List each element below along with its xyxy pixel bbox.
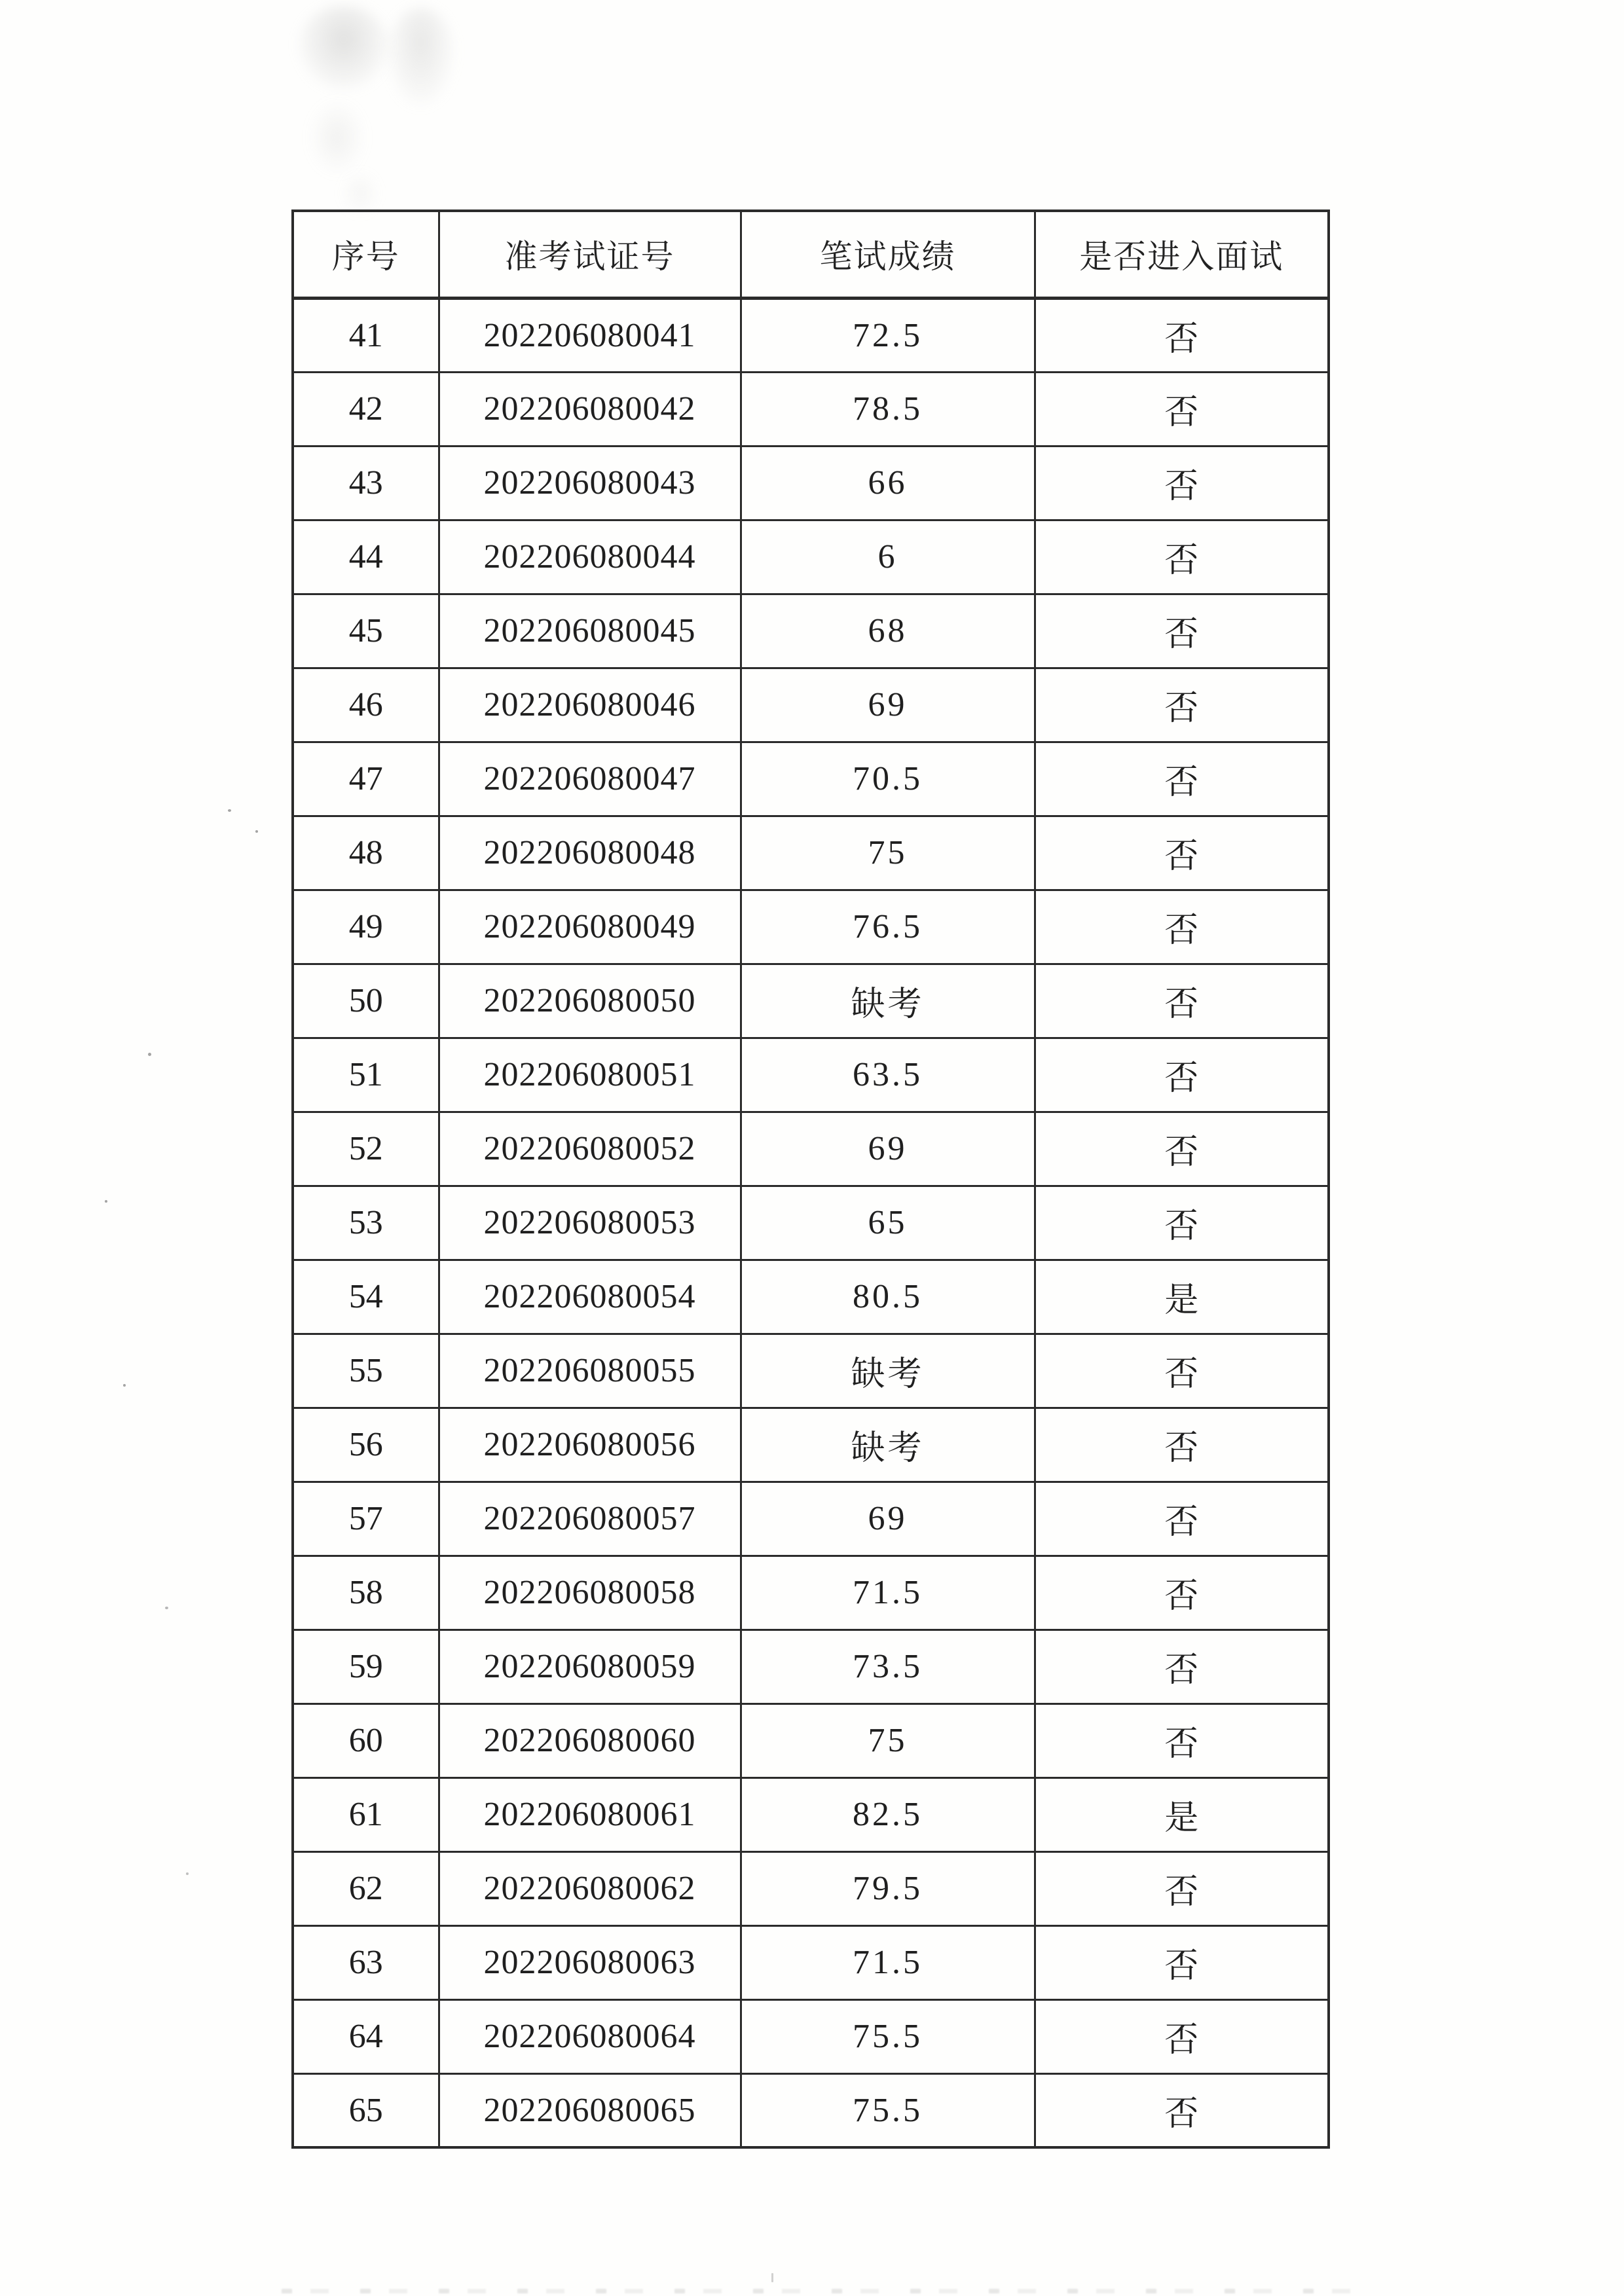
cell-ticket-number: 202206080051 — [439, 1038, 741, 1112]
cell-serial-number: 49 — [293, 890, 439, 964]
cell-serial-number: 54 — [293, 1260, 439, 1334]
cell-ticket-number: 202206080053 — [439, 1186, 741, 1260]
table-row — [293, 964, 1329, 1038]
column-header-written-score: 笔试成绩 — [741, 211, 1035, 298]
table-row — [293, 2073, 1329, 2147]
cell-written-score: 缺考 — [741, 964, 1035, 1038]
cell-ticket-number: 202206080058 — [439, 1556, 741, 1630]
exam-results-table — [291, 210, 1330, 2149]
cell-ticket-number: 202206080055 — [439, 1334, 741, 1408]
cell-serial-number: 58 — [293, 1556, 439, 1630]
table-row — [293, 1556, 1329, 1630]
table-row — [293, 1038, 1329, 1112]
cell-written-score: 缺考 — [741, 1334, 1035, 1408]
column-header-serial-number: 序号 — [293, 211, 439, 298]
cell-interview-flag: 否 — [1035, 1186, 1329, 1260]
cell-written-score: 75 — [741, 816, 1035, 890]
cell-interview-flag: 否 — [1035, 742, 1329, 816]
cell-serial-number: 65 — [293, 2073, 439, 2147]
cell-interview-flag: 否 — [1035, 1999, 1329, 2073]
table-row — [293, 668, 1329, 742]
table-row — [293, 1777, 1329, 1851]
scan-smudge — [298, 5, 390, 90]
table-row — [293, 1112, 1329, 1186]
table-row — [293, 1334, 1329, 1408]
cell-written-score: 72.5 — [741, 298, 1035, 372]
cell-serial-number: 52 — [293, 1112, 439, 1186]
cell-serial-number: 64 — [293, 1999, 439, 2073]
scan-speck — [165, 1607, 168, 1609]
cell-written-score: 71.5 — [741, 1925, 1035, 1999]
table-row — [293, 1482, 1329, 1556]
cell-interview-flag: 否 — [1035, 1925, 1329, 1999]
cell-interview-flag: 否 — [1035, 1334, 1329, 1408]
table-row — [293, 1186, 1329, 1260]
cell-interview-flag: 否 — [1035, 594, 1329, 668]
cell-ticket-number: 202206080065 — [439, 2073, 741, 2147]
cell-ticket-number: 202206080056 — [439, 1408, 741, 1482]
table-row — [293, 446, 1329, 520]
cell-ticket-number: 202206080044 — [439, 520, 741, 594]
cell-ticket-number: 202206080049 — [439, 890, 741, 964]
cell-serial-number: 44 — [293, 520, 439, 594]
column-header-interview-flag: 是否进入面试 — [1035, 211, 1329, 298]
cell-interview-flag: 否 — [1035, 446, 1329, 520]
cell-ticket-number: 202206080052 — [439, 1112, 741, 1186]
cell-written-score: 69 — [741, 668, 1035, 742]
cell-serial-number: 55 — [293, 1334, 439, 1408]
scan-speck — [255, 830, 258, 833]
cell-written-score: 76.5 — [741, 890, 1035, 964]
cell-interview-flag: 否 — [1035, 298, 1329, 372]
cell-serial-number: 41 — [293, 298, 439, 372]
cell-interview-flag: 否 — [1035, 2073, 1329, 2147]
cell-ticket-number: 202206080045 — [439, 594, 741, 668]
cell-interview-flag: 否 — [1035, 1556, 1329, 1630]
cell-written-score: 73.5 — [741, 1630, 1035, 1704]
scan-smudge — [308, 98, 367, 177]
cell-ticket-number: 202206080046 — [439, 668, 741, 742]
cell-written-score: 69 — [741, 1482, 1035, 1556]
cell-written-score: 70.5 — [741, 742, 1035, 816]
cell-written-score: 75 — [741, 1704, 1035, 1777]
cell-written-score: 78.5 — [741, 372, 1035, 446]
cell-written-score: 80.5 — [741, 1260, 1035, 1334]
table-row — [293, 1999, 1329, 2073]
cell-serial-number: 56 — [293, 1408, 439, 1482]
cell-serial-number: 53 — [293, 1186, 439, 1260]
table-row — [293, 1408, 1329, 1482]
table-row — [293, 1704, 1329, 1777]
cell-written-score: 75.5 — [741, 1999, 1035, 2073]
table-row — [293, 1260, 1329, 1334]
table-body — [293, 298, 1329, 2147]
cell-serial-number: 50 — [293, 964, 439, 1038]
cell-written-score: 69 — [741, 1112, 1035, 1186]
cell-ticket-number: 202206080057 — [439, 1482, 741, 1556]
scan-noise-band — [282, 2289, 1382, 2293]
cell-serial-number: 63 — [293, 1925, 439, 1999]
cell-ticket-number: 202206080043 — [439, 446, 741, 520]
scan-speck — [228, 809, 231, 812]
cell-serial-number: 43 — [293, 446, 439, 520]
cell-interview-flag: 否 — [1035, 1112, 1329, 1186]
cell-written-score: 66 — [741, 446, 1035, 520]
table-row — [293, 1630, 1329, 1704]
cell-ticket-number: 202206080063 — [439, 1925, 741, 1999]
table-row — [293, 890, 1329, 964]
header-row — [293, 211, 1329, 298]
cell-serial-number: 51 — [293, 1038, 439, 1112]
cell-ticket-number: 202206080054 — [439, 1260, 741, 1334]
cell-serial-number: 45 — [293, 594, 439, 668]
scan-speck — [105, 1200, 107, 1203]
cell-interview-flag: 是 — [1035, 1777, 1329, 1851]
cell-serial-number: 47 — [293, 742, 439, 816]
table-row — [293, 1851, 1329, 1925]
cell-written-score: 缺考 — [741, 1408, 1035, 1482]
cell-written-score: 63.5 — [741, 1038, 1035, 1112]
cell-written-score: 6 — [741, 520, 1035, 594]
table-row — [293, 594, 1329, 668]
cell-interview-flag: 否 — [1035, 964, 1329, 1038]
cell-interview-flag: 否 — [1035, 1704, 1329, 1777]
cell-interview-flag: 否 — [1035, 520, 1329, 594]
scan-speck — [771, 2273, 773, 2282]
scan-speck — [123, 1384, 126, 1387]
cell-interview-flag: 是 — [1035, 1260, 1329, 1334]
table-row — [293, 520, 1329, 594]
table-row — [293, 372, 1329, 446]
cell-interview-flag: 否 — [1035, 1038, 1329, 1112]
cell-ticket-number: 202206080060 — [439, 1704, 741, 1777]
cell-interview-flag: 否 — [1035, 890, 1329, 964]
cell-ticket-number: 202206080047 — [439, 742, 741, 816]
cell-ticket-number: 202206080050 — [439, 964, 741, 1038]
table-row — [293, 1925, 1329, 1999]
cell-interview-flag: 否 — [1035, 816, 1329, 890]
cell-written-score: 71.5 — [741, 1556, 1035, 1630]
cell-interview-flag: 否 — [1035, 372, 1329, 446]
table-header — [293, 211, 1329, 298]
table-row — [293, 742, 1329, 816]
cell-written-score: 82.5 — [741, 1777, 1035, 1851]
table-row — [293, 298, 1329, 372]
cell-serial-number: 46 — [293, 668, 439, 742]
cell-written-score: 79.5 — [741, 1851, 1035, 1925]
cell-serial-number: 42 — [293, 372, 439, 446]
cell-ticket-number: 202206080048 — [439, 816, 741, 890]
table-row — [293, 816, 1329, 890]
cell-interview-flag: 否 — [1035, 1630, 1329, 1704]
cell-serial-number: 62 — [293, 1851, 439, 1925]
cell-serial-number: 59 — [293, 1630, 439, 1704]
cell-ticket-number: 202206080064 — [439, 1999, 741, 2073]
cell-written-score: 75.5 — [741, 2073, 1035, 2147]
cell-ticket-number: 202206080061 — [439, 1777, 741, 1851]
cell-interview-flag: 否 — [1035, 1851, 1329, 1925]
scan-speck — [186, 1872, 189, 1875]
column-header-ticket-number: 准考试证号 — [439, 211, 741, 298]
cell-serial-number: 57 — [293, 1482, 439, 1556]
scan-speck — [148, 1053, 151, 1056]
cell-serial-number: 60 — [293, 1704, 439, 1777]
cell-interview-flag: 否 — [1035, 1408, 1329, 1482]
scan-smudge — [386, 8, 455, 106]
cell-serial-number: 61 — [293, 1777, 439, 1851]
cell-ticket-number: 202206080041 — [439, 298, 741, 372]
cell-serial-number: 48 — [293, 816, 439, 890]
cell-ticket-number: 202206080042 — [439, 372, 741, 446]
cell-ticket-number: 202206080062 — [439, 1851, 741, 1925]
cell-interview-flag: 否 — [1035, 668, 1329, 742]
cell-ticket-number: 202206080059 — [439, 1630, 741, 1704]
cell-written-score: 65 — [741, 1186, 1035, 1260]
cell-written-score: 68 — [741, 594, 1035, 668]
cell-interview-flag: 否 — [1035, 1482, 1329, 1556]
